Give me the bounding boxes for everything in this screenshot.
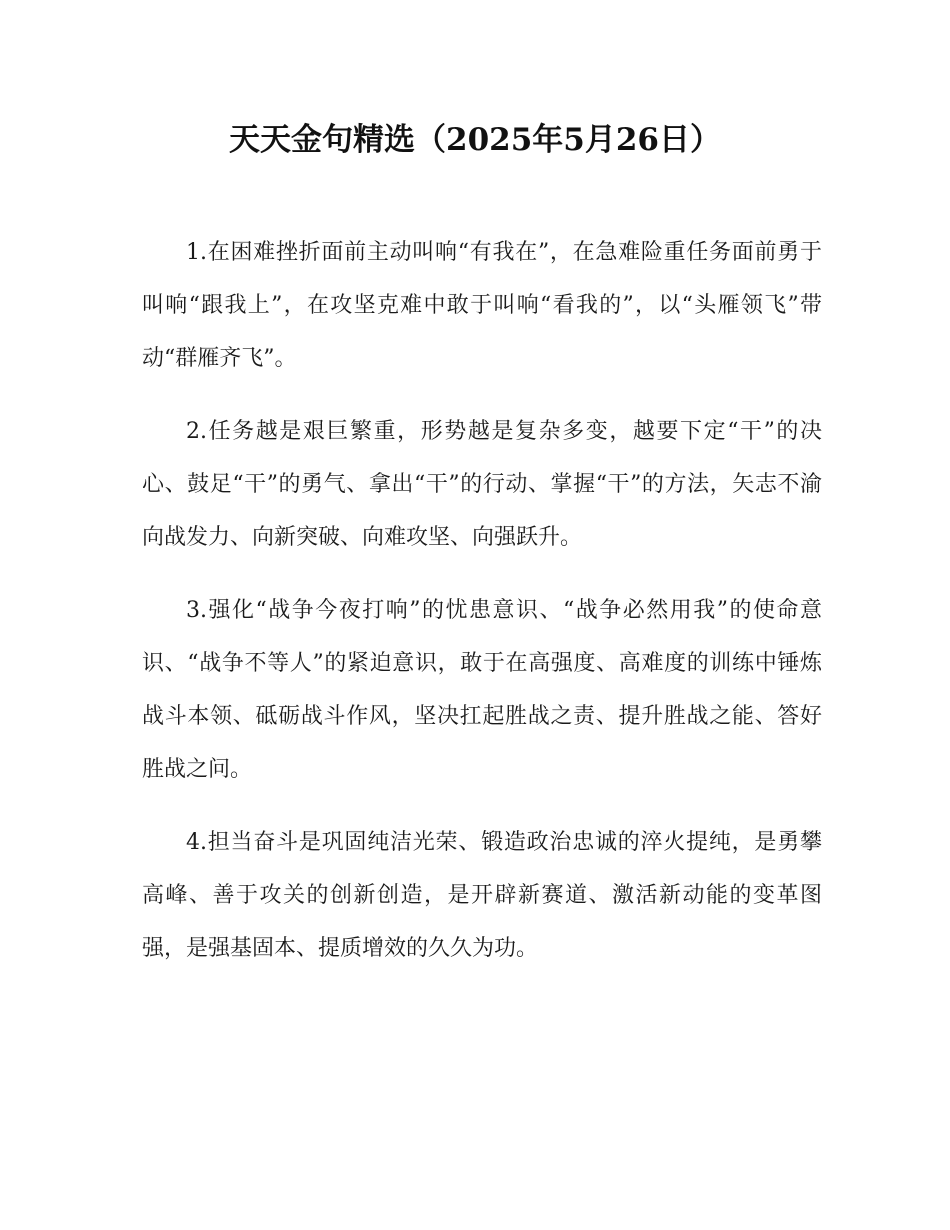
paragraph-1: 1.在困难挫折面前主动叫响“有我在”，在急难险重任务面前勇于叫响“跟我上”，在攻坚克难中敢于叫响“看我的”，以“头雁领飞”带动“群雁齐飞”。 <box>142 240 823 371</box>
paragraph-2: 2.任务越是艰巨繁重，形势越是复杂多变，越要下定“干”的决心、鼓足“干”的勇气、拿出“干”的行动、掌握“干”的方法，矢志不渝向战发力、向新突破、向难攻坚、向强跃升。 <box>142 419 822 550</box>
paragraph-3: 3.强化“战争今夜打响”的忧患意识、“战争必然用我”的使命意识、“战争不等人”的紧迫意识，敢于在高强度、高难度的训练中锤炼战斗本领、砥砺战斗作风，坚决扛起胜战之责、提升胜战之能、答好胜战之问。 <box>142 598 822 782</box>
page-title: 天天金句精选（2025年5月26日） <box>229 122 721 158</box>
document-body <box>142 226 822 995</box>
paragraph-4: 4.担当奋斗是巩固纯洁光荣、锻造政治忠诚的淬火提纯，是勇攀高峰、善于攻关的创新创造，是开辟新赛道、激活新动能的变革图强，是强基固本、提质增效的久久为功。 <box>142 830 822 961</box>
